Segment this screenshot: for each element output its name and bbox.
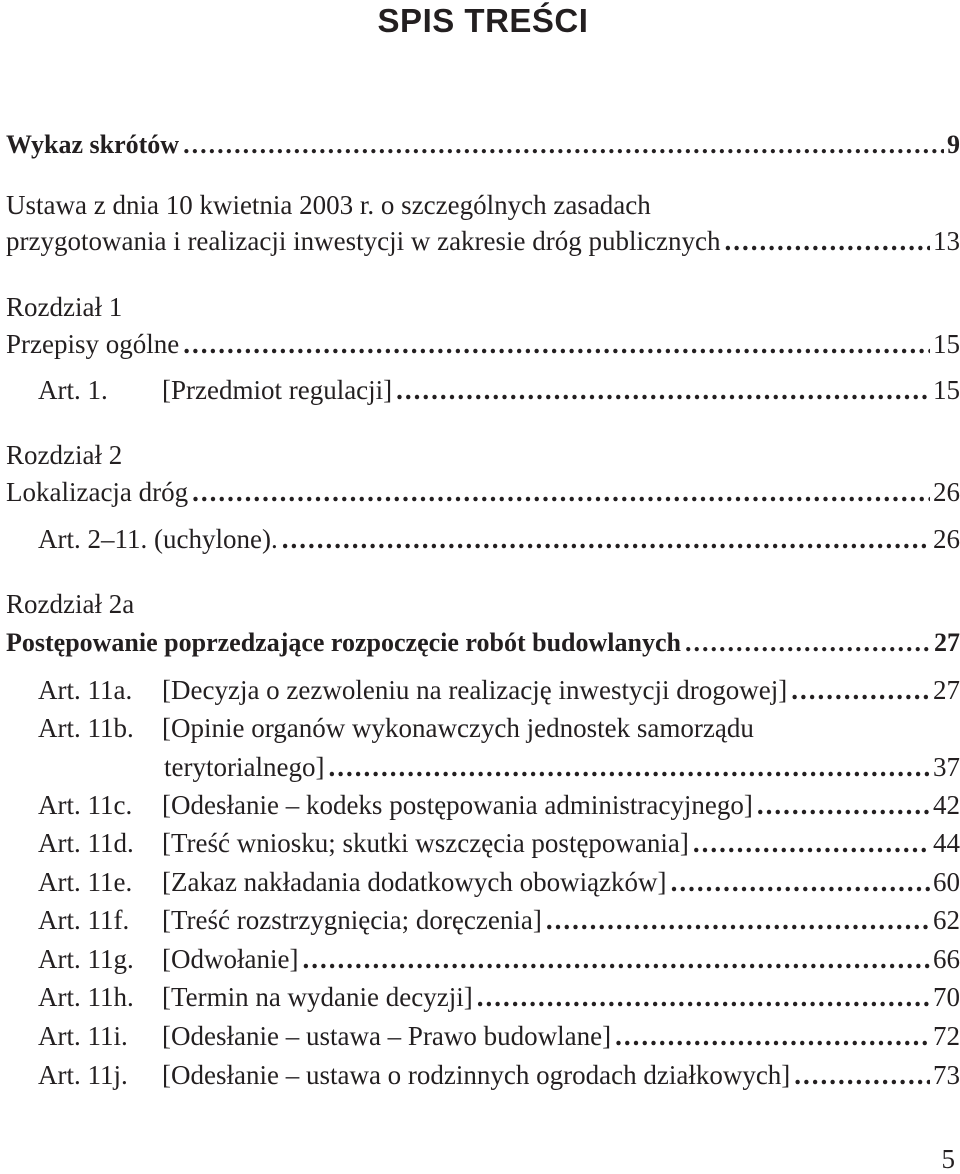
toc-entry-art-11d[interactable] <box>38 826 960 860</box>
toc-entry-page: 26 <box>933 477 960 507</box>
toc-entry-page: 72 <box>933 1021 960 1051</box>
toc-entry-page: 44 <box>933 828 960 858</box>
toc-entry-page: 37 <box>933 752 960 782</box>
dot-leader <box>757 788 930 822</box>
toc-entry-page: 13 <box>933 226 960 256</box>
article-number: Art. 11f. <box>38 905 130 935</box>
toc-entry-page: 15 <box>933 329 960 359</box>
toc-entry-page: 42 <box>933 790 960 820</box>
chapter-heading-2: Rozdział 2 <box>6 440 123 470</box>
toc-entry-label: [Decyzja o zezwoleniu na realizację inwestycji drogowej] <box>162 675 788 705</box>
toc-entry-page: 27 <box>933 675 960 705</box>
toc-entry-wykaz[interactable] <box>6 128 960 162</box>
dot-leader <box>693 826 930 860</box>
dot-leader <box>546 903 930 937</box>
toc-entry-label-line1: [Opinie organów wykonawczych jednostek samorządu <box>162 713 754 743</box>
toc-entry-label: przygotowania i realizacji inwestycji w zakresie dróg publicznych <box>6 226 721 256</box>
dot-leader <box>615 1019 930 1053</box>
article-number: Art. 11e. <box>38 867 133 897</box>
toc-entry-label: [Treść wniosku; skutki wszczęcia postępowania] <box>162 828 689 858</box>
toc-entry-label: Przepisy ogólne <box>6 329 180 359</box>
page-number: 5 <box>941 1144 955 1174</box>
page-title: SPIS TREŚCI <box>377 2 589 39</box>
article-number: Art. 11i. <box>38 1021 128 1051</box>
toc-entry-label: [Odwołanie] <box>162 944 299 974</box>
dot-leader <box>396 373 930 407</box>
dot-leader <box>671 865 930 899</box>
toc-entry-label: [Odesłanie – ustawa o rodzinnych ogrodach działkowych] <box>162 1060 791 1090</box>
toc-entry-art-11b[interactable] <box>164 750 960 784</box>
toc-entry-art-11h[interactable] <box>38 980 960 1014</box>
toc-entry-chapter-2[interactable] <box>6 475 960 509</box>
dot-leader <box>794 1058 930 1092</box>
toc-entry-art-11c[interactable] <box>38 788 960 822</box>
toc-entry-page: 73 <box>933 1060 960 1090</box>
toc-entry-label: [Odesłanie – kodeks postępowania administracyjnego] <box>162 790 753 820</box>
dot-leader <box>477 980 930 1014</box>
toc-entry-ustawa-line1[interactable]: Ustawa z dnia 10 kwietnia 2003 r. o szczególnych zasadach <box>6 190 651 220</box>
toc-entry-page: 70 <box>933 982 960 1012</box>
toc-entry-page: 9 <box>947 130 960 159</box>
toc-entry-label: Art. 2–11. (uchylone). <box>38 524 278 554</box>
dot-leader <box>302 942 930 976</box>
dot-leader <box>183 327 930 361</box>
toc-entry-art-11f[interactable] <box>38 903 960 937</box>
dot-leader <box>328 750 930 784</box>
dot-leader <box>183 128 944 162</box>
toc-entry-label: terytorialnego] <box>164 752 325 782</box>
article-number: Art. 11b. <box>38 713 134 743</box>
article-number: Art. 11j. <box>38 1060 128 1090</box>
toc-entry-page: 26 <box>933 524 960 554</box>
toc-entry-page: 27 <box>934 628 960 657</box>
toc-entry-art-11i[interactable] <box>38 1019 960 1053</box>
chapter-heading-2a: Rozdział 2a <box>6 589 135 619</box>
toc-entry-art-11e[interactable] <box>38 865 960 899</box>
toc-entry-chapter-1[interactable] <box>6 327 960 361</box>
dot-leader <box>791 673 930 707</box>
toc-entry-art-11a[interactable] <box>38 673 960 707</box>
toc-entry-label: [Zakaz nakładania dodatkowych obowiązków] <box>162 867 667 897</box>
article-number: Art. 11h. <box>38 982 134 1012</box>
toc-entry-chapter-2a[interactable] <box>6 626 960 660</box>
toc-entry-page: 66 <box>933 944 960 974</box>
toc-entry-page: 60 <box>933 867 960 897</box>
dot-leader <box>724 224 930 258</box>
toc-entry-art-2-11[interactable] <box>38 522 960 556</box>
toc-entry-label: Lokalizacja dróg <box>6 477 189 507</box>
article-number: Art. 11c. <box>38 790 133 820</box>
toc-entry-art-11j[interactable] <box>38 1058 960 1092</box>
toc-entry-page: 15 <box>933 375 960 405</box>
dot-leader <box>192 475 930 509</box>
article-number: Art. 11d. <box>38 828 134 858</box>
toc-entry-label: Postępowanie poprzedzające rozpoczęcie robót budowlanych <box>6 628 681 657</box>
toc-entry-page: 62 <box>933 905 960 935</box>
toc-entry-label: [Treść rozstrzygnięcia; doręczenia] <box>162 905 542 935</box>
toc-entry-ustawa[interactable] <box>6 224 960 258</box>
dot-leader <box>685 626 931 660</box>
toc-entry-art-11b-line1[interactable] <box>38 711 754 745</box>
toc-entry-art-1[interactable] <box>38 373 960 407</box>
toc-entry-label: [Odesłanie – ustawa – Prawo budowlane] <box>162 1021 612 1051</box>
dot-leader <box>282 522 930 556</box>
article-number: Art. 11a. <box>38 675 133 705</box>
article-number: Art. 11g. <box>38 944 134 974</box>
toc-entry-label: [Termin na wydanie decyzji] <box>162 982 473 1012</box>
toc-entry-label: [Przedmiot regulacji] <box>162 375 393 405</box>
chapter-heading-1: Rozdział 1 <box>6 292 123 322</box>
toc-entry-label: Wykaz skrótów <box>6 130 180 159</box>
article-number: Art. 1. <box>38 375 108 405</box>
toc-entry-art-11g[interactable] <box>38 942 960 976</box>
